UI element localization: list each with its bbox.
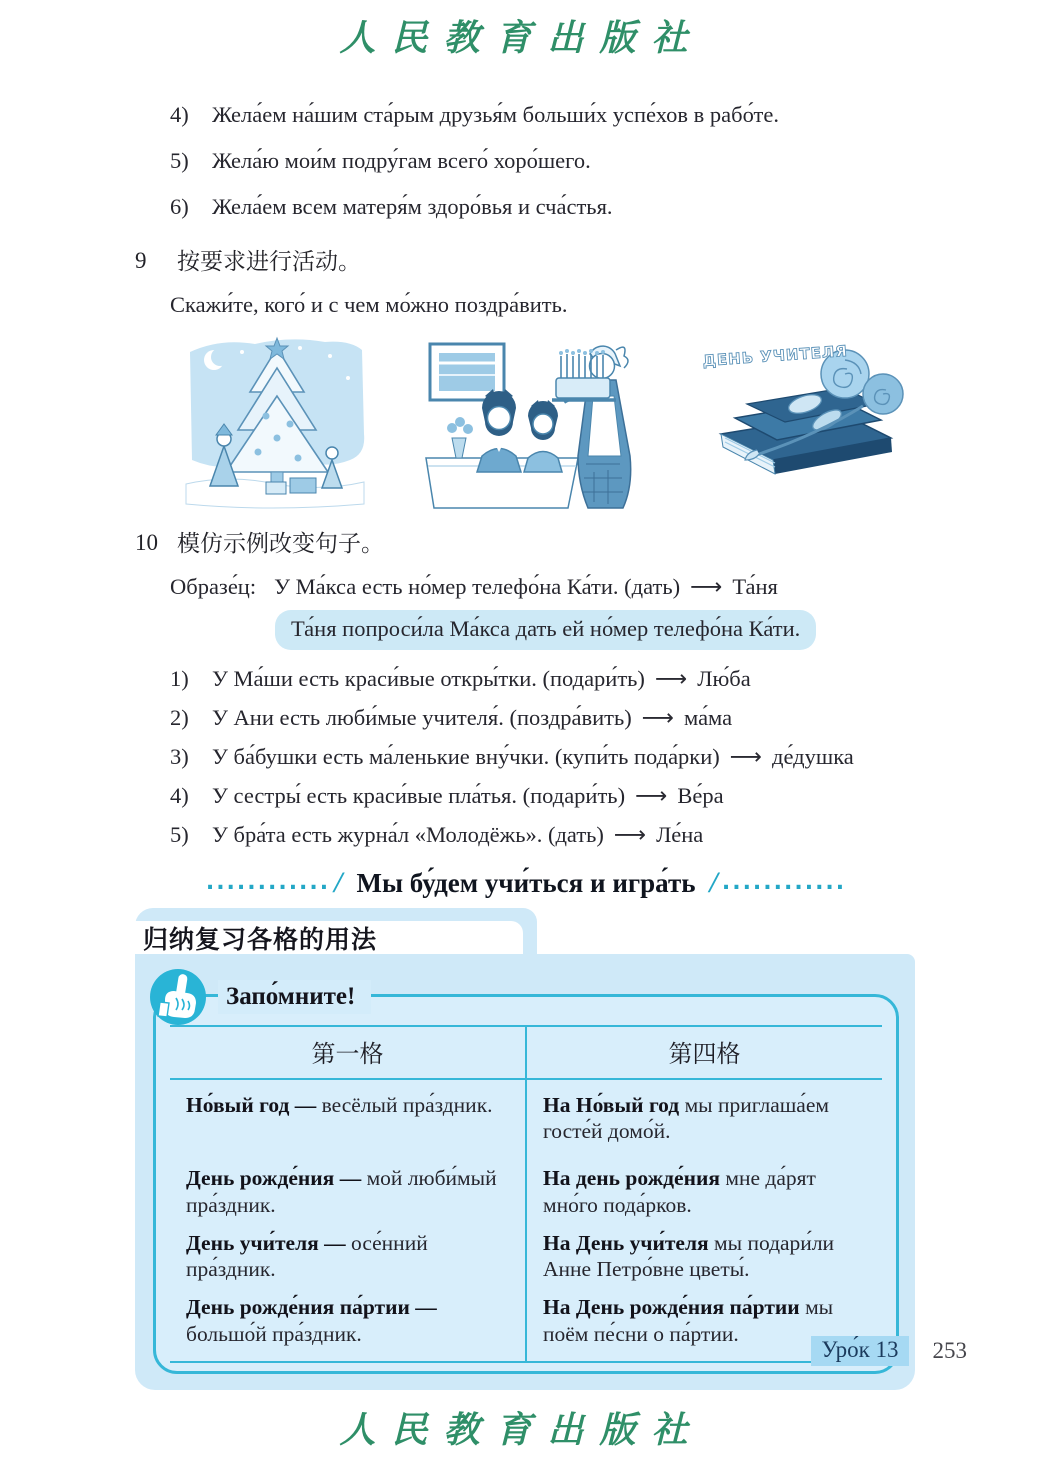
exercise-number: 9 bbox=[135, 248, 147, 273]
table-cell bbox=[526, 1223, 882, 1287]
publisher-logo-bottom: 人民教育出版社 bbox=[339, 1409, 704, 1451]
grammar-box-title: 归纳复习各格的用法 bbox=[143, 925, 378, 954]
item-text: Жела́ем на́шим ста́рым друзья́м больши́х успе́хов в рабо́те. bbox=[212, 102, 779, 127]
grammar-box-body bbox=[135, 954, 915, 1390]
case-usage-table bbox=[170, 1025, 882, 1363]
lesson-badge: Уро́к 13 bbox=[811, 1336, 908, 1366]
publisher-logo-top: 人民教育出版社 bbox=[339, 17, 704, 59]
phrase-bold: День учи́теля — bbox=[186, 1230, 346, 1255]
teachers-day-drawing bbox=[695, 334, 910, 489]
phrase-bold: Но́вый год — bbox=[186, 1093, 317, 1117]
item-target: Ле́на bbox=[656, 822, 704, 847]
section-divider bbox=[135, 866, 917, 900]
reminder-header bbox=[148, 967, 371, 1027]
phrase-rest: мне да́рят мно́го пода́рков. bbox=[543, 1166, 816, 1217]
table-row bbox=[170, 1287, 882, 1361]
phrase-rest: мы приглаша́ем госте́й домо́й. bbox=[543, 1093, 829, 1144]
grammar-summary-box bbox=[135, 908, 915, 1390]
item-text: Жела́ю мои́м подру́гам всего́ хоро́шего. bbox=[212, 148, 591, 173]
illustration-new-year-tree bbox=[180, 334, 370, 515]
item-target: Ве́ра bbox=[677, 783, 724, 808]
example-line bbox=[170, 572, 917, 602]
exercise-instruction-zh: 模仿示例改变句子。 bbox=[177, 530, 384, 556]
item-text bbox=[212, 781, 724, 811]
exercise10-heading bbox=[135, 528, 917, 558]
page-footer bbox=[811, 1336, 967, 1366]
list-item bbox=[135, 100, 917, 130]
hand-pointer-icon bbox=[148, 967, 208, 1027]
list-item bbox=[170, 703, 917, 733]
item-target: ма́ма bbox=[683, 705, 733, 730]
item-text bbox=[212, 664, 751, 694]
arrow-icon: ⟶ bbox=[641, 705, 674, 731]
item-source: У Ани есть люби́мые учителя́. (поздра́вить) bbox=[212, 705, 632, 730]
phrase-rest: большо́й пра́здник. bbox=[186, 1321, 362, 1346]
table-cell bbox=[526, 1079, 882, 1158]
phrase-bold: День рожде́ния — bbox=[186, 1166, 362, 1191]
arrow-icon: ⟶ bbox=[729, 744, 763, 770]
reminder-panel bbox=[153, 983, 899, 1374]
item-number: 6) bbox=[170, 194, 189, 219]
arrow-icon: ⟶ bbox=[690, 574, 723, 600]
item-number: 4) bbox=[170, 783, 189, 808]
arrow-icon: ⟶ bbox=[635, 783, 668, 809]
arrow-icon: ⟶ bbox=[654, 666, 688, 692]
birthday-scene-drawing bbox=[418, 334, 648, 510]
illustration-teachers-day bbox=[695, 334, 910, 494]
list-item bbox=[135, 146, 917, 176]
example-sentence bbox=[274, 572, 778, 602]
table-cell bbox=[170, 1223, 526, 1287]
teachers-day-label: ДЕНЬ УЧИТЕЛЯ bbox=[702, 341, 849, 370]
phrase-rest: мы подари́ли Анне Петро́вне цветы́. bbox=[543, 1230, 835, 1282]
item-number: 5) bbox=[170, 148, 189, 173]
item-number: 5) bbox=[170, 822, 189, 847]
example-target: Та́ня bbox=[732, 574, 778, 599]
exercise9-heading bbox=[135, 246, 917, 276]
table-cell bbox=[170, 1158, 526, 1222]
item-number: 4) bbox=[170, 102, 189, 127]
column-header-nominative: 第一格 bbox=[170, 1026, 526, 1079]
phrase-bold: На день рожде́ния bbox=[543, 1166, 720, 1191]
table-row bbox=[170, 1158, 882, 1222]
item-source: У сестры́ есть краси́вые пла́тья. (подари́ть) bbox=[212, 783, 626, 808]
page-content bbox=[135, 100, 917, 1390]
item-text bbox=[212, 820, 703, 850]
illustration-row bbox=[180, 334, 910, 512]
phrase-bold: На День учи́теля bbox=[543, 1230, 709, 1255]
item-text: Жела́ем всем матеря́м здоро́вья и сча́стья. bbox=[212, 194, 613, 219]
section-title: Мы бу́дем учи́ться и игра́ть bbox=[356, 868, 696, 898]
item-source: У Ма́ши есть краси́вые откры́тки. (подари́ть) bbox=[212, 666, 645, 691]
arrow-icon: ⟶ bbox=[613, 822, 647, 848]
divider-slash-right: / bbox=[709, 866, 718, 899]
phrase-bold: День рожде́ния па́ртии — bbox=[186, 1295, 437, 1320]
item-number: 2) bbox=[170, 705, 189, 730]
exercise-instruction-ru: Скажи́те, кого́ и с чем мо́жно поздра́вить. bbox=[170, 292, 568, 317]
example-label: Образе́ц: bbox=[170, 574, 257, 599]
example-answer-highlight: Та́ня попроси́ла Ма́кса дать ей но́мер телефо́на Ка́ти. bbox=[275, 610, 816, 650]
exercise-instruction-zh: 按要求进行活动。 bbox=[177, 248, 361, 274]
divider-slash-left: / bbox=[334, 866, 343, 899]
item-target: Лю́ба bbox=[697, 666, 751, 691]
list-item bbox=[170, 781, 917, 811]
table-row bbox=[170, 1223, 882, 1287]
item-target: де́душка bbox=[772, 744, 854, 769]
exercise-number: 10 bbox=[135, 530, 158, 555]
phrase-rest: мы поём пе́сни о па́ртии. bbox=[543, 1295, 834, 1346]
item-text bbox=[212, 742, 854, 772]
list-item bbox=[170, 664, 917, 694]
item-number: 3) bbox=[170, 744, 189, 769]
list-item bbox=[170, 820, 917, 850]
table-row bbox=[170, 1079, 882, 1158]
phrase-bold: На День рожде́ния па́ртии bbox=[543, 1295, 800, 1320]
column-header-accusative: 第四格 bbox=[526, 1026, 882, 1079]
example-source: У Ма́кса есть но́мер телефо́на Ка́ти. (дать) bbox=[274, 574, 681, 599]
list-item bbox=[135, 192, 917, 222]
page-number: 253 bbox=[932, 1338, 967, 1363]
item-number: 1) bbox=[170, 666, 189, 691]
grammar-box-tab-inner bbox=[135, 921, 523, 954]
illustration-birthday-cake bbox=[418, 334, 648, 515]
phrase-rest: мой люби́мый пра́здник. bbox=[186, 1166, 497, 1217]
exercise8-items bbox=[135, 100, 917, 222]
table-cell bbox=[170, 1287, 526, 1361]
phrase-rest: осе́нний пра́здник. bbox=[186, 1230, 428, 1282]
table-cell bbox=[170, 1079, 526, 1158]
item-source: У бра́та есть журна́л «Молодёжь». (дать) bbox=[212, 822, 604, 847]
list-item bbox=[170, 742, 917, 772]
grammar-box-tab bbox=[135, 908, 537, 954]
phrase-bold: На Но́вый год bbox=[543, 1093, 680, 1117]
reminder-label: Запо́мните! bbox=[218, 980, 371, 1014]
example-answer-wrap bbox=[275, 610, 917, 650]
divider-dots-right: ............ bbox=[721, 870, 847, 895]
phrase-rest: весёлый пра́здник. bbox=[316, 1093, 493, 1117]
table-header-row bbox=[170, 1026, 882, 1079]
new-year-scene-drawing bbox=[180, 334, 370, 510]
divider-dots-left: ............ bbox=[205, 870, 331, 895]
exercise10-items bbox=[135, 664, 917, 850]
table-cell bbox=[526, 1158, 882, 1222]
item-source: У ба́бушки есть ма́ленькие вну́чки. (купи́ть пода́рки) bbox=[212, 744, 720, 769]
item-text bbox=[212, 703, 732, 733]
